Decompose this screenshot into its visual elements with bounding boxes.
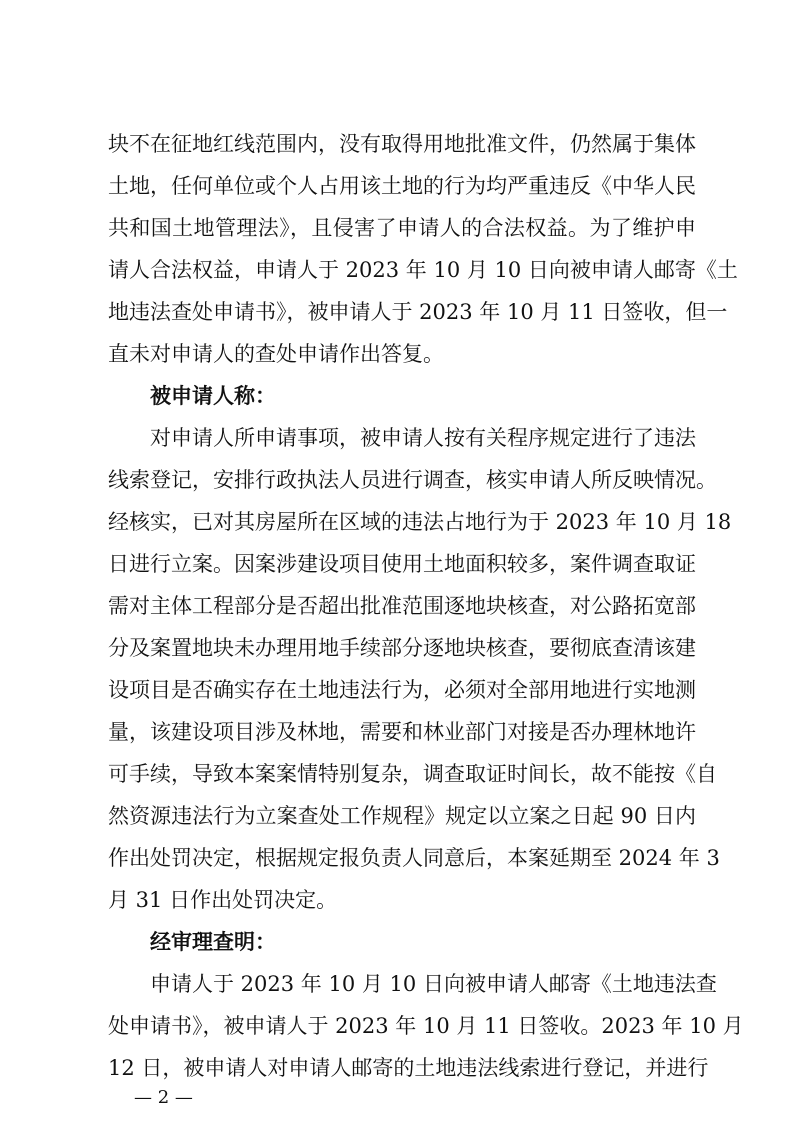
paragraph-1-line-2: 土地，任何单位或个人占用该土地的行为均严重违反《中华人民 xyxy=(108,174,696,198)
paragraph-2-line-7: 设项目是否确实存在土地违法行为，必须对全部用地进行实地测 xyxy=(108,678,696,702)
paragraph-3-line-2: 处申请书》，被申请人于 2023 年 10 月 11 日签收。2023 年 10 月 xyxy=(108,1014,744,1038)
paragraph-2-line-6: 分及案置地块未办理用地手续部分逐地块核查，要彻底查清该建 xyxy=(108,636,696,660)
section-heading-respondent: 被申请人称： xyxy=(150,384,276,408)
paragraph-2-line-9: 可手续，导致本案案情特别复杂，调查取证时间长，故不能按《自 xyxy=(108,762,717,786)
paragraph-2-line-11: 作出处罚决定，根据规定报负责人同意后，本案延期至 2024 年 3 xyxy=(108,846,720,870)
paragraph-2-line-12: 月 31 日作出处罚决定。 xyxy=(108,888,338,912)
paragraph-1-line-4: 请人合法权益，申请人于 2023 年 10 月 10 日向被申请人邮寄《土 xyxy=(108,258,738,282)
paragraph-2-line-5: 需对主体工程部分是否超出批准范围逐地块核查，对公路拓宽部 xyxy=(108,594,696,618)
paragraph-2-line-4: 日进行立案。因案涉建设项目使用土地面积较多，案件调查取证 xyxy=(108,552,696,576)
section-heading-findings: 经审理查明： xyxy=(150,930,276,954)
page-number: — 2 — xyxy=(134,1087,193,1108)
paragraph-2-line-8: 量，该建设项目涉及林地，需要和林业部门对接是否办理林地许 xyxy=(108,720,696,744)
paragraph-1-line-5: 地违法查处申请书》，被申请人于 2023 年 10 月 11 日签收，但一 xyxy=(108,300,728,324)
paragraph-2-line-3: 经核实，已对其房屋所在区域的违法占地行为于 2023 年 10 月 18 xyxy=(108,510,732,534)
paragraph-1-line-1: 块不在征地红线范围内，没有取得用地批准文件，仍然属于集体 xyxy=(108,132,696,156)
paragraph-1-line-6: 直未对申请人的查处申请作出答复。 xyxy=(108,342,444,366)
paragraph-3-line-3: 12 日，被申请人对申请人邮寄的土地违法线索进行登记，并进行 xyxy=(108,1056,709,1080)
paragraph-2-line-1: 对申请人所申请事项，被申请人按有关程序规定进行了违法 xyxy=(150,426,696,450)
paragraph-1-line-3: 共和国土地管理法》，且侵害了申请人的合法权益。为了维护申 xyxy=(108,216,696,240)
paragraph-2-line-10: 然资源违法行为立案查处工作规程》规定以立案之日起 90 日内 xyxy=(108,804,696,828)
paragraph-2-line-2: 线索登记，安排行政执法人员进行调查，核实申请人所反映情况。 xyxy=(108,468,717,492)
paragraph-3-line-1: 申请人于 2023 年 10 月 10 日向被申请人邮寄《土地违法查 xyxy=(150,972,717,996)
